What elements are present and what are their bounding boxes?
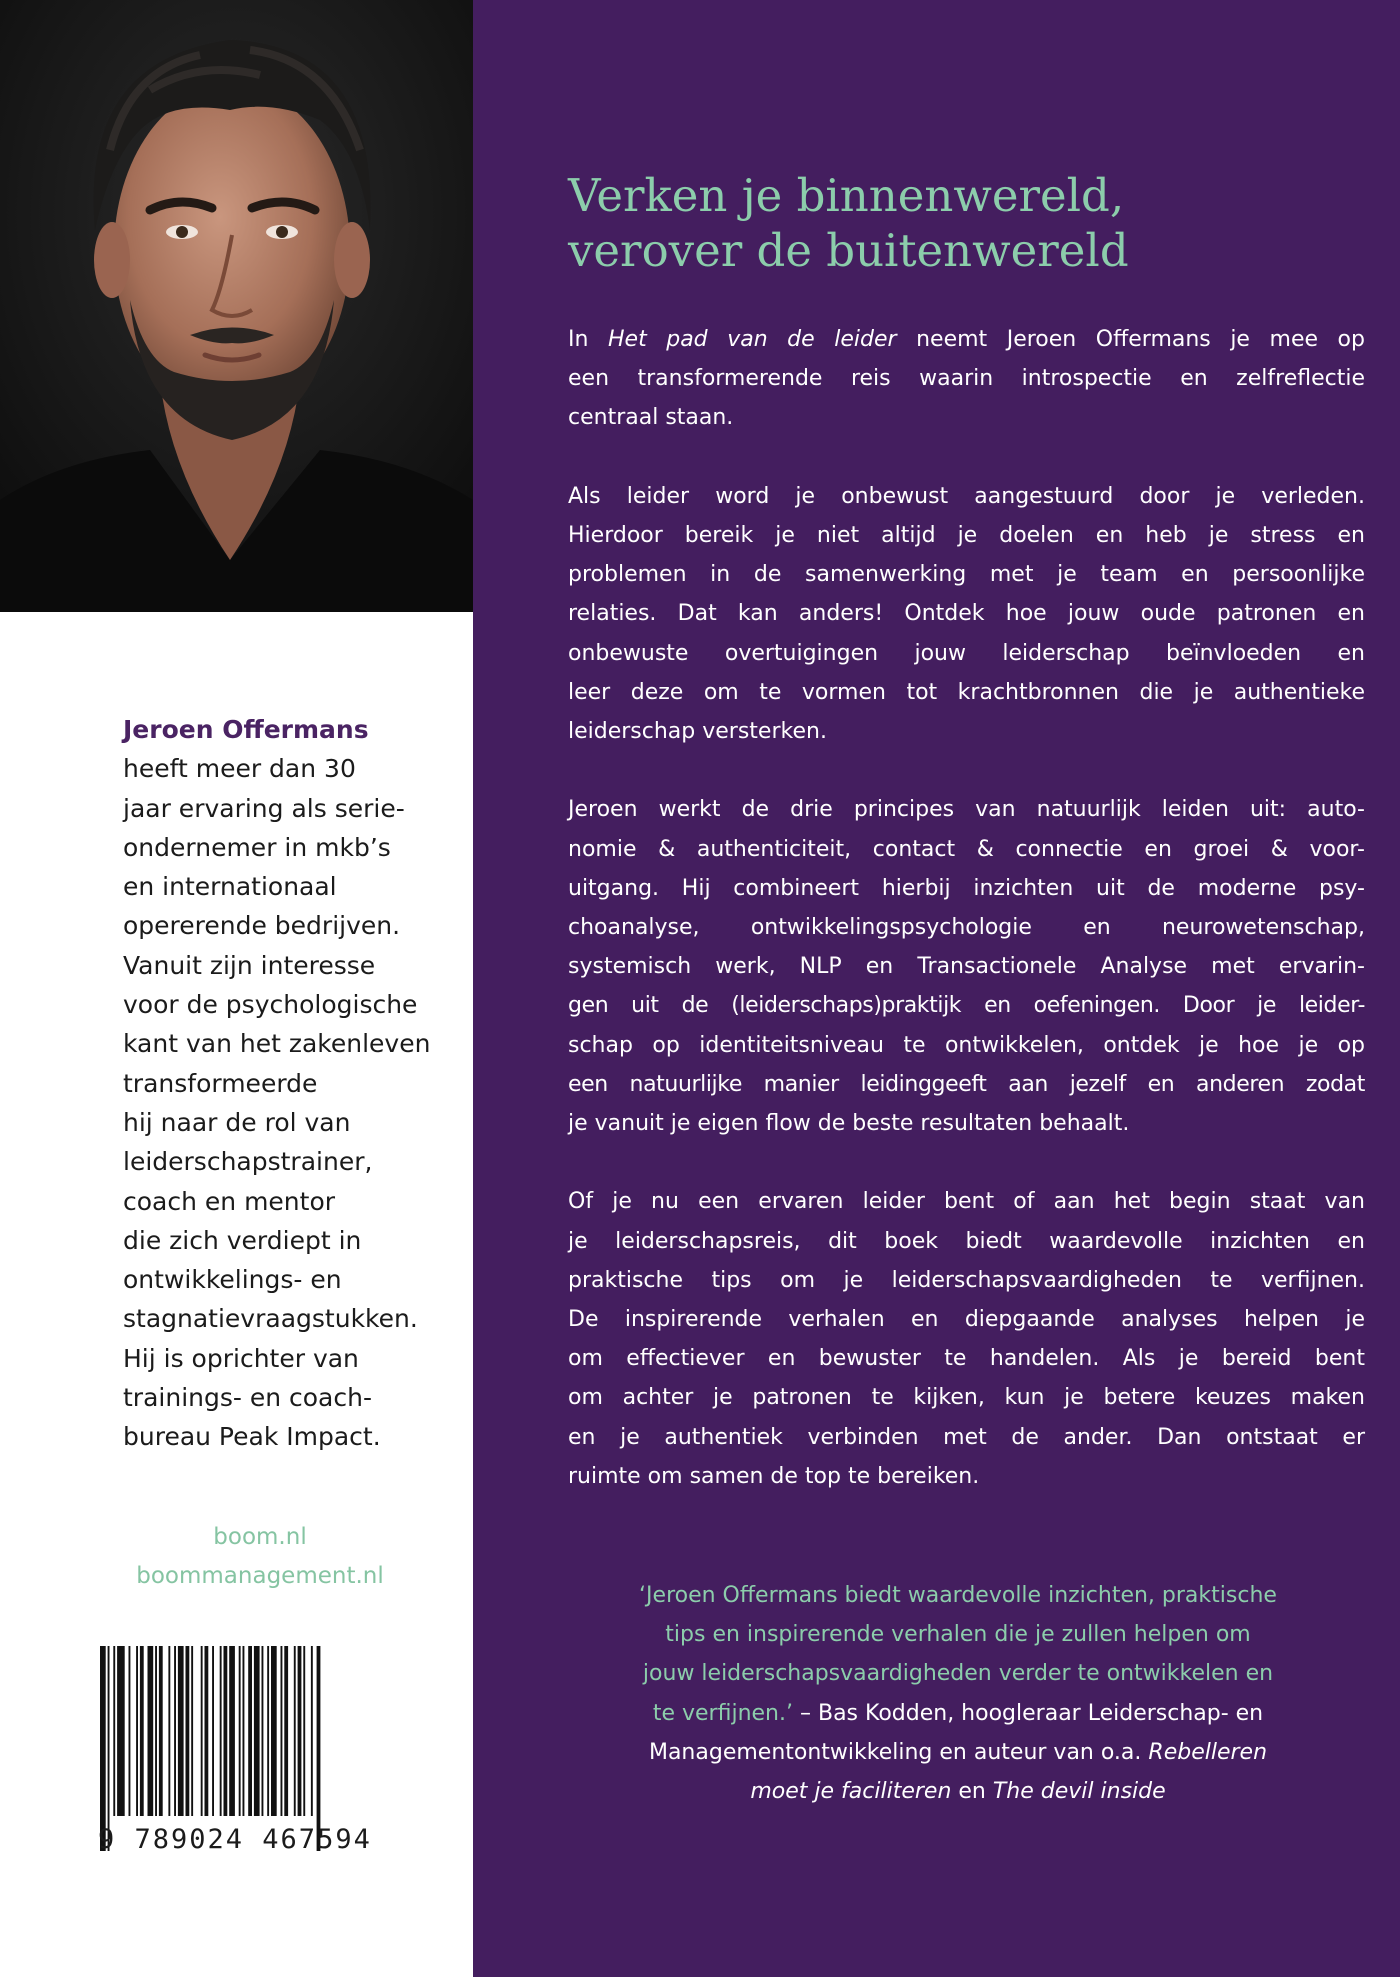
quote-end: te verfijnen.’ — [652, 1700, 793, 1726]
barcode-bar — [191, 1646, 193, 1816]
barcode-bar — [155, 1646, 157, 1816]
paragraph-line: systemisch werk, NLP en Transactionele Analyse met ervarin- — [568, 954, 1365, 980]
barcode-bar — [298, 1646, 302, 1816]
paragraph-line: leer deze om te vormen tot krachtbronnen die je authentieke — [568, 679, 1365, 705]
barcode-bar — [148, 1646, 154, 1816]
book-title-rebelleren-cont: moet je faciliteren — [750, 1779, 952, 1805]
quote-line-4 — [568, 1694, 1348, 1733]
paragraph-line: om achter je patronen te kijken, kun je betere keuzes maken — [568, 1385, 1365, 1411]
link-boommanagement[interactable]: boommanagement.nl — [136, 1563, 384, 1589]
barcode-bar — [284, 1646, 288, 1816]
paragraph-line: een natuurlijke manier leidinggeeft aan jezelf en anderen zodat — [568, 1071, 1365, 1097]
barcode-bar — [178, 1646, 184, 1816]
barcode-bar — [224, 1646, 228, 1816]
book-title: Het pad van de leider — [607, 327, 897, 352]
left-column — [0, 0, 473, 1977]
author-photo — [0, 0, 473, 612]
barcode-bar — [174, 1646, 176, 1816]
author-name: Jeroen Offermans — [123, 715, 369, 744]
paragraph-line: schap op identiteitsniveau te ontwikkelen, ontdek je hoe je op — [568, 1032, 1365, 1058]
paragraph-line: je vanuit je eigen flow de beste resultaten behaalt. — [568, 1111, 1130, 1137]
barcode-bar — [311, 1646, 313, 1816]
bio-line: coach en mentor — [123, 1186, 336, 1216]
paragraph-2 — [568, 477, 1365, 751]
paragraph-line: je leiderschapsreis, dit boek biedt waardevolle inzichten en — [568, 1228, 1365, 1254]
paragraph-line: Of je nu een ervaren leider bent of aan het begin staat van — [568, 1189, 1365, 1215]
barcode-bar — [100, 1646, 106, 1851]
headline-line-1: Verken je binnenwereld, — [568, 169, 1125, 222]
barcode-bar — [248, 1646, 252, 1816]
author-bio — [123, 710, 431, 1457]
paragraph-line: ruimte om samen de top te bereiken. — [568, 1463, 980, 1489]
bio-line: ontwikkelings- en — [123, 1265, 342, 1295]
quote-line-1: ‘Jeroen Offermans biedt waardevolle inzichten, praktische — [639, 1583, 1277, 1608]
publisher-links — [100, 1518, 420, 1596]
paragraph-line: choanalyse, ontwikkelingspsychologie en neurowetenschap, — [568, 915, 1365, 941]
paragraph-line: Als leider word je onbewust aangestuurd door je verleden. — [568, 483, 1365, 509]
barcode-bar — [262, 1646, 264, 1816]
paragraph-line: gen uit de (leiderschaps)praktijk en oefeningen. Door je leider- — [568, 993, 1365, 1019]
barcode-bar — [136, 1646, 138, 1816]
bio-line: hij naar de rol van — [123, 1107, 351, 1137]
book-title-rebelleren: Rebelleren — [1148, 1739, 1268, 1765]
intro-prefix: In — [568, 327, 608, 352]
paragraph-line: uitgang. Hij combineert hierbij inzichten uit de moderne psy- — [568, 875, 1365, 901]
paragraph-line: problemen in de samenwerking met je team en persoonlijke — [568, 562, 1365, 588]
barcode-bar — [281, 1646, 283, 1816]
isbn-digits: 9 789024 467594 — [98, 1824, 372, 1855]
headline — [568, 168, 1348, 278]
book-title-devil-inside: The devil inside — [992, 1779, 1166, 1805]
barcode-bar — [168, 1646, 170, 1816]
intro-line-1-rest: neemt Jeroen Offermans je mee op — [896, 327, 1365, 352]
intro-line-2: een transformerende reis waarin introspectie en zelfreflectie — [568, 366, 1365, 392]
barcode-bar — [140, 1646, 144, 1816]
body-text — [568, 320, 1365, 1535]
paragraph-line: praktische tips om je leiderschapsvaardigheden te verfijnen. — [568, 1267, 1365, 1293]
barcode-bar — [129, 1646, 131, 1816]
barcode-bar — [159, 1646, 163, 1816]
barcode-bar — [229, 1646, 235, 1816]
paragraph-line: Jeroen werkt de drie principes van natuurlijk leiden uit: auto- — [568, 797, 1365, 823]
paragraph-line: De inspirerende verhalen en diepgaande analyses helpen je — [568, 1307, 1365, 1333]
paragraph-line: leiderschap versterken. — [568, 719, 827, 745]
barcode-bar — [113, 1646, 115, 1816]
bio-line: opererende bedrijven. — [123, 911, 401, 941]
barcode-bar — [267, 1646, 269, 1816]
barcode-bar — [186, 1646, 190, 1816]
endorsement-quote — [568, 1576, 1348, 1811]
barcode-bar — [205, 1646, 209, 1816]
bio-line: ondernemer in mkb’s — [123, 832, 391, 862]
quote-attribution: – Bas Kodden, hoogleraar Leiderschap- en — [792, 1700, 1264, 1726]
link-boom[interactable]: boom.nl — [213, 1524, 307, 1550]
bio-line: Vanuit zijn interesse — [123, 950, 376, 980]
barcode-bar — [239, 1646, 241, 1816]
quote-line-2: tips en inspirerende verhalen die je zullen helpen om — [665, 1622, 1251, 1648]
paragraph-3 — [568, 790, 1365, 1143]
author-portrait-illustration — [0, 0, 473, 612]
barcode-bar — [108, 1646, 110, 1851]
quote-line-6 — [568, 1772, 1348, 1811]
barcode-bar — [254, 1646, 260, 1816]
headline-line-2: verover de buitenwereld — [568, 224, 1129, 277]
bio-line: Hij is oprichter van — [123, 1343, 359, 1373]
paragraph-line: onbewuste overtuigingen jouw leiderschap beïnvloeden en — [568, 640, 1365, 666]
attribution-text: Managementontwikkeling en auteur van o.a. — [648, 1739, 1149, 1765]
barcode-bar — [271, 1646, 277, 1816]
paragraph-line: om effectiever en bewuster te handelen. Als je bereid bent — [568, 1346, 1365, 1372]
bio-line: jaar ervaring als serie- — [123, 793, 405, 823]
bio-line: heeft meer dan 30 — [123, 754, 356, 784]
barcode-bar — [303, 1646, 305, 1816]
paragraph-line: en je authentiek verbinden met de ander. Dan ontstaat er — [568, 1424, 1365, 1450]
attribution-and: en — [951, 1779, 993, 1805]
paragraph-line: nomie & authenticiteit, contact & connectie en groei & voor- — [568, 836, 1365, 862]
intro-line-1 — [568, 320, 1365, 359]
bio-line: transformeerde — [123, 1068, 318, 1098]
paragraph-line: Hierdoor bereik je niet altijd je doelen en heb je stress en — [568, 523, 1365, 548]
bio-line: stagnatievraagstukken. — [123, 1304, 418, 1334]
bio-line: voor de psychologische — [123, 990, 418, 1020]
bio-line: trainings- en coach- — [123, 1383, 372, 1413]
barcode-bar — [243, 1646, 245, 1816]
barcode-bar — [317, 1646, 321, 1851]
bio-line: kant van het zakenleven — [123, 1029, 431, 1059]
bio-line: die zich verdiept in — [123, 1225, 362, 1255]
paragraph-intro — [568, 320, 1365, 438]
bio-line: en internationaal — [123, 872, 337, 902]
barcode-bar — [201, 1646, 203, 1816]
barcode-bar — [117, 1646, 125, 1816]
bio-line: leiderschapstrainer, — [123, 1147, 373, 1177]
quote-line-3: jouw leiderschapsvaardigheden verder te ontwikkelen en — [642, 1661, 1274, 1687]
bio-line: bureau Peak Impact. — [123, 1422, 381, 1452]
paragraph-line: relaties. Dat kan anders! Ontdek hoe jouw oude patronen en — [568, 601, 1365, 627]
paragraph-4 — [568, 1182, 1365, 1496]
quote-line-5 — [568, 1733, 1348, 1772]
barcode-bar — [212, 1646, 214, 1816]
barcode-bar — [294, 1646, 296, 1816]
barcode-bar — [220, 1646, 222, 1816]
right-column — [473, 0, 1400, 1977]
intro-line-3: centraal staan. — [568, 405, 734, 431]
